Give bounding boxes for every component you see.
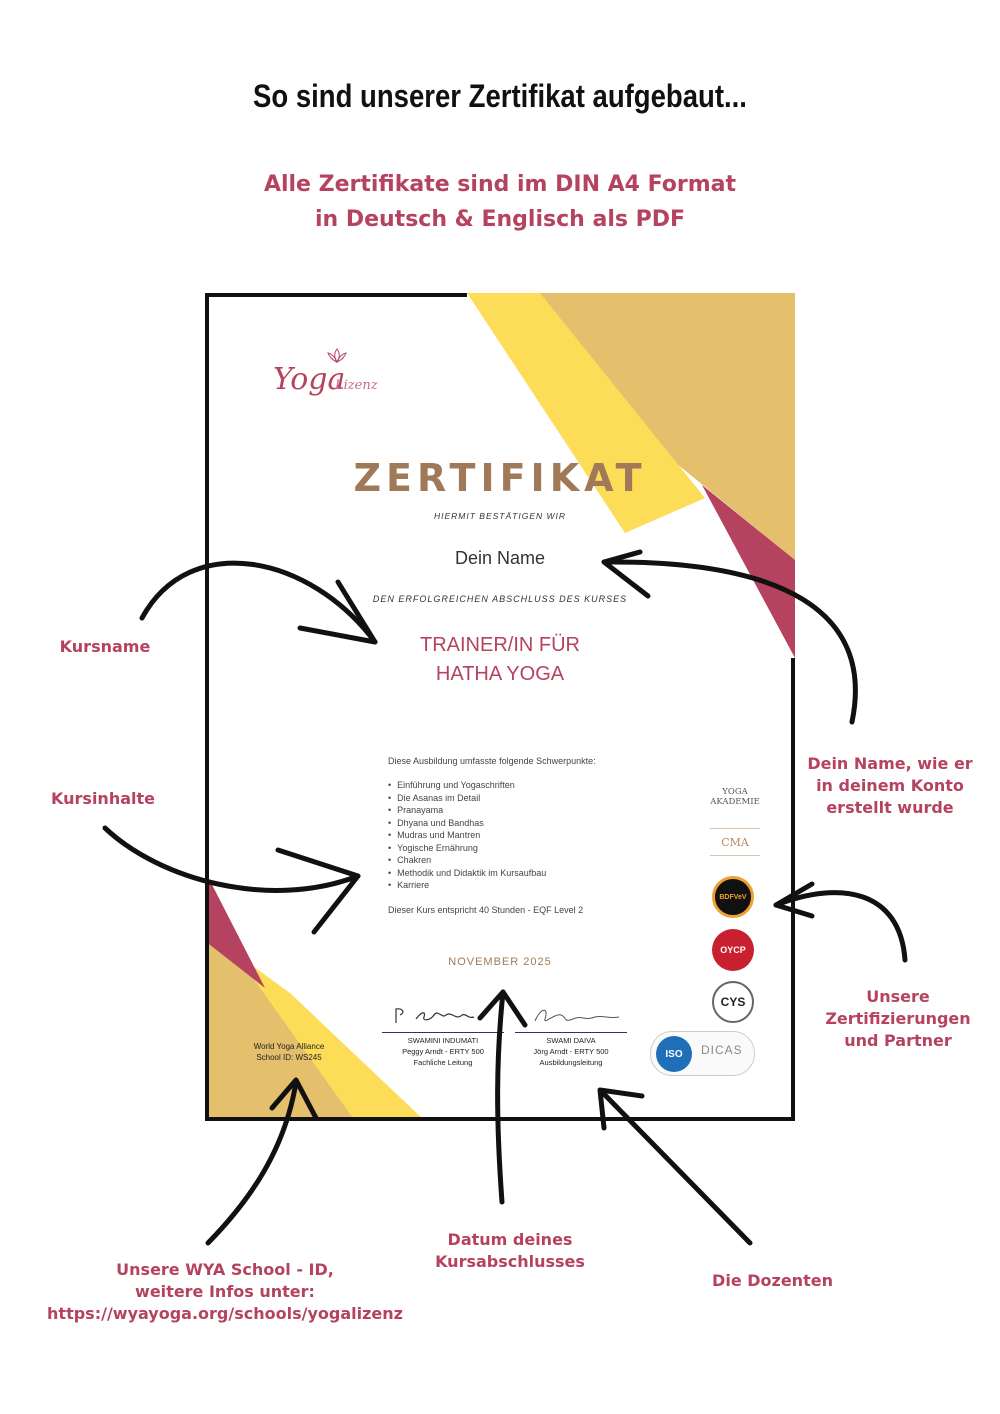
iso-dicas-badge xyxy=(650,1031,755,1076)
page-title: So sind unserer Zertifikat aufgebaut... xyxy=(253,78,747,114)
subtitle-line-2: in Deutsch & Englisch als PDF xyxy=(314,207,686,232)
list-item: • Chakren xyxy=(388,854,546,867)
annotation-zertifizierungen xyxy=(808,986,988,1052)
certificate-completion-text: DEN ERFOLGREICHEN ABSCHLUSS DES KURSES xyxy=(372,594,628,604)
list-item: • Dhyana und Bandhas xyxy=(388,817,546,830)
dicas-logo: DICAS xyxy=(701,1043,743,1057)
signature-line-2 xyxy=(515,1032,627,1033)
list-item: • Mudras und Mantren xyxy=(388,829,546,842)
certificate-date: NOVEMBER 2025 xyxy=(448,956,552,968)
yoga-akademie-text-2: AKADEMIE xyxy=(710,797,760,807)
signature-2-image xyxy=(515,1005,627,1029)
wya-link[interactable]: https://wyayoga.org/schools/yogalizenz xyxy=(47,1304,403,1323)
annotation-wya xyxy=(20,1259,430,1325)
yoga-akademie-logo xyxy=(700,783,770,811)
signer-2-role: Ausbildungsleitung xyxy=(539,1058,603,1067)
certificate-course-name xyxy=(205,631,795,689)
certificate-name: Dein Name xyxy=(454,548,546,568)
signer-1-detail: Peggy Arndt - ERTY 500 xyxy=(402,1047,484,1056)
contents-intro: Diese Ausbildung umfasste folgende Schwerpunkte: xyxy=(388,756,596,766)
wya-school-id xyxy=(235,1041,343,1063)
annotation-datum-line-2: Kursabschlusses xyxy=(435,1252,585,1271)
certificate-confirm-text: HIERMIT BESTÄTIGEN WIR xyxy=(433,511,567,521)
signer-2-name: SWAMI DAIVA xyxy=(546,1036,596,1045)
contents-list xyxy=(388,779,546,892)
annotation-dein-name-line-1: Dein Name, wie er xyxy=(807,754,973,773)
list-item: • Pranayama xyxy=(388,804,546,817)
bdfv-badge: BDFVeV xyxy=(712,876,754,918)
iso-logo: ISO xyxy=(656,1036,692,1072)
cma-logo: CMA xyxy=(710,828,760,856)
signature-line-1 xyxy=(382,1032,504,1033)
yoga-akademie-text-1: YOGA xyxy=(722,787,748,797)
certificate-preview xyxy=(205,293,795,1121)
list-item: • Karriere xyxy=(388,879,546,892)
certificate-title: ZERTIFIKAT xyxy=(353,456,647,500)
annotation-zert-line-2: Zertifizierungen xyxy=(825,1009,971,1028)
wya-line-1: World Yoga Alliance xyxy=(253,1042,325,1051)
annotation-zert-line-3: und Partner xyxy=(844,1031,952,1050)
course-hours-text: Dieser Kurs entspricht 40 Stunden - EQF Level 2 xyxy=(388,905,584,915)
annotation-dein-name xyxy=(795,753,985,819)
annotation-zert-line-1: Unsere xyxy=(866,987,930,1006)
annotation-dein-name-line-3: erstellt wurde xyxy=(826,798,954,817)
cys-badge: CYS xyxy=(712,981,754,1023)
annotation-kursinhalte: Kursinhalte xyxy=(51,789,155,808)
annotation-datum-line-1: Datum deines xyxy=(447,1230,573,1249)
list-item: • Die Asanas im Detail xyxy=(388,792,546,805)
course-line-1: TRAINER/IN FÜR xyxy=(420,634,580,656)
logo-main-text: Yoga xyxy=(273,362,346,397)
arrow-zertifizierungen xyxy=(776,893,905,960)
list-item: • Yogische Ernährung xyxy=(388,842,546,855)
oycp-badge: OYCP xyxy=(712,929,754,971)
annotation-dein-name-line-2: in deinem Konto xyxy=(816,776,964,795)
subtitle-line-1: Alle Zertifikate sind im DIN A4 Format xyxy=(263,172,737,197)
course-line-2: HATHA YOGA xyxy=(435,663,565,685)
signature-block-2 xyxy=(515,1005,627,1068)
annotation-datum xyxy=(410,1229,610,1273)
signature-block-1 xyxy=(382,1005,504,1068)
annotation-kursname: Kursname xyxy=(59,637,151,656)
yoga-lizenz-logo xyxy=(267,348,397,410)
list-item: • Methodik und Didaktik im Kursaufbau xyxy=(388,867,546,880)
logo-sub-text: Lizenz xyxy=(335,378,378,393)
signer-2-detail: Jörg Arndt - ERTY 500 xyxy=(533,1047,609,1056)
list-item: • Einführung und Yogaschriften xyxy=(388,779,546,792)
annotation-dozenten: Die Dozenten xyxy=(712,1271,833,1290)
annotation-wya-line-1: Unsere WYA School - ID, xyxy=(116,1260,334,1279)
annotation-wya-line-2: weitere Infos unter: xyxy=(135,1282,315,1301)
certificate-decoration xyxy=(205,293,795,1121)
wya-line-2: School ID: WS245 xyxy=(256,1053,322,1062)
signature-1-image xyxy=(382,1005,504,1029)
signer-1-name: SWAMINI INDUMATI xyxy=(407,1036,479,1045)
signer-1-role: Fachliche Leitung xyxy=(413,1058,473,1067)
